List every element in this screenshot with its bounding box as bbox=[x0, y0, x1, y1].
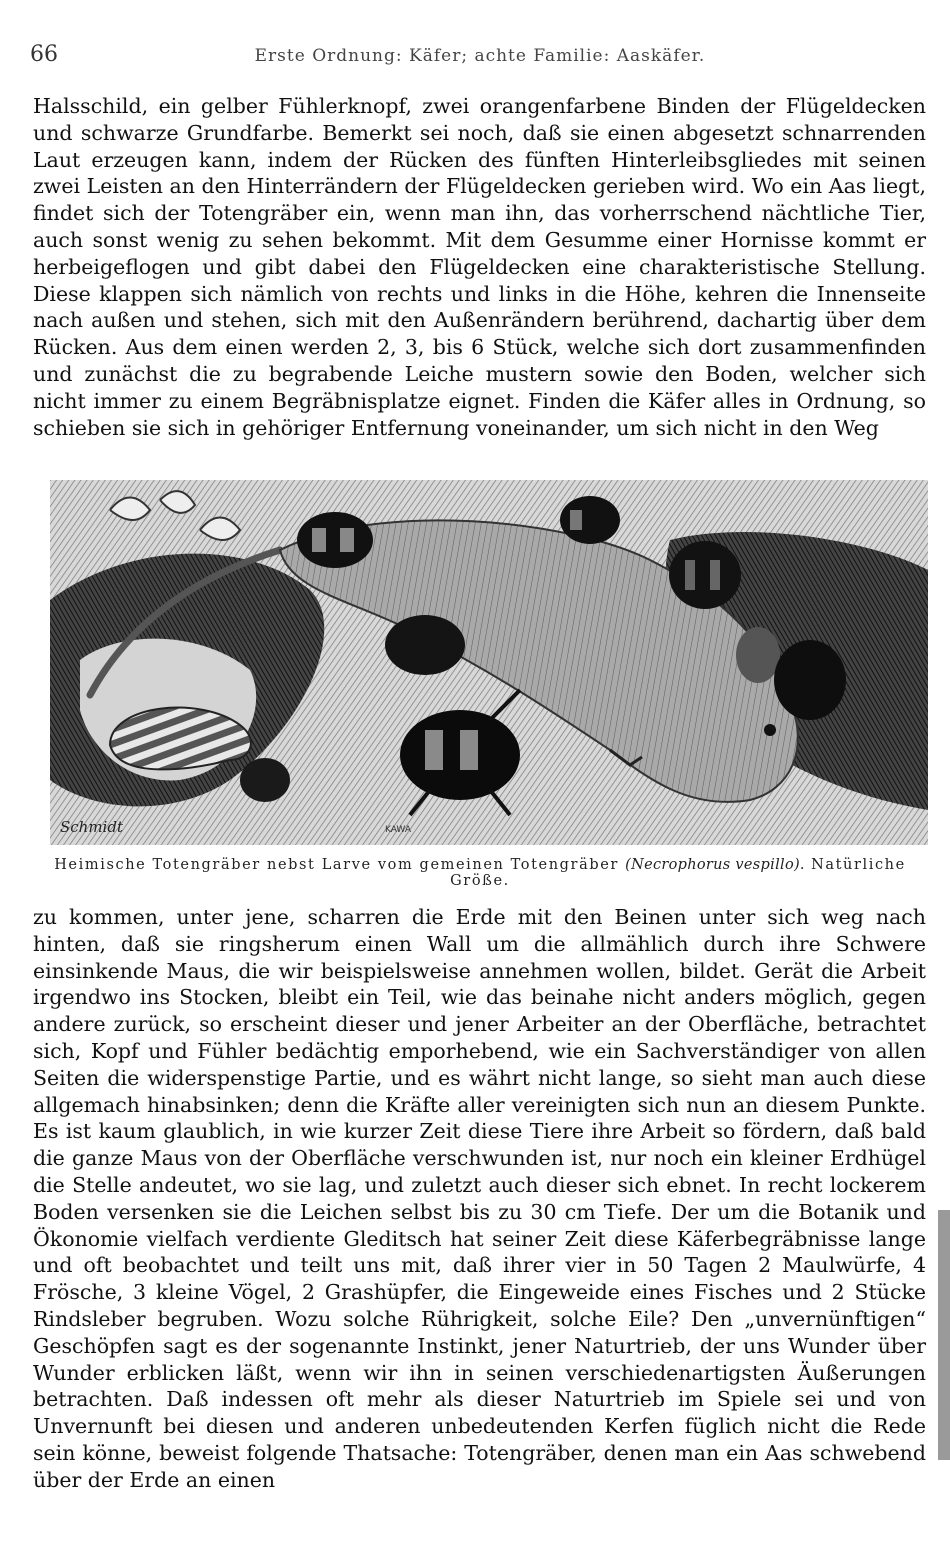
page-edge-shadow bbox=[938, 1210, 950, 1460]
paragraph-top: Halsschild, ein gelber Fühlerknopf, zwei orangenfarbene Binden der Flügeldecken und schwarze Grundfarbe. Bemerkt sei noch, daß sie einen abgesetzt schnarrenden Laut erzeugen kann, indem der Rücken des fünften Hinterleibsgliedes mit seinen zwei Leisten an den Hinterrändern der Flügeldecken gerieben wird. Wo ein Aas liegt, findet sich der Totengräber ein, wenn man ihn, das vorherrschend nächtliche Tier, auch sonst wenig zu sehen bekommt. Mit dem Gesumme einer Hornisse kommt er herbeigeflogen und gibt dabei den Flügeldecken eine charakteristische Stellung. Diese klappen sich nämlich von rechts und links in die Höhe, kehren die Innenseite nach außen und stehen, sich mit den Außenrändern berührend, dachartig über dem Rücken. Aus dem einen werden 2, 3, bis 6 Stück, welche sich dort zusammenfinden und zunächst die zu begrabende Leiche mustern sowie den Boden, welcher sich nicht immer zu einem Begräbnisplatze eignet. Finden die Käfer alles in Ordnung, so schieben sie sich in gehöriger Entfernung voneinander, um sich nicht in den Weg bbox=[33, 94, 926, 440]
beetle-right bbox=[669, 541, 741, 609]
beetle-near-larva bbox=[240, 758, 290, 802]
beetle-top-right bbox=[560, 496, 620, 544]
caption-note: Natürliche Größe. bbox=[450, 857, 906, 889]
illustrator-signature: Schmidt bbox=[60, 818, 123, 836]
caption-main: Heimische Totengräber nebst Larve vom gemeinen Totengräber bbox=[54, 857, 619, 873]
mouse-ear bbox=[736, 627, 780, 683]
paragraph-bottom: zu kommen, unter jene, scharren die Erde mit den Beinen unter sich weg nach hinten, daß sie ringsherum einen Wall um die allmählich durch ihre Schwere einsinkende Maus, die wir beispielsweise annehmen wollen, bildet. Gerät die Arbeit irgendwo ins Stocken, bleibt ein Teil, wie das beinahe nicht anders möglich, gegen andere zurück, so erscheint dieser und jener Arbeiter an der Oberfläche, betrachtet sich, Kopf und Fühler bedächtig emporhebend, wie ein Sachverständiger von allen Seiten die widerspenstige Partie, und es währt nicht lange, so sieht man auch diese allgemach hinabsinken; denn die Kräfte aller vereinigten sich nun an diesem Punkte. Es ist kaum glaublich, in wie kurzer Zeit diese Tiere ihre Arbeit so fördern, daß bald die ganze Maus von der Oberfläche verschwunden ist, nur noch ein kleiner Erdhügel die Stelle andeutet, wo sie lag, und zuletzt auch dieser sich ebnet. In recht lockerem Boden versenken sie die Leichen selbst bis zu 30 cm Tiefe. Der um die Botanik und Ökonomie vielfach verdiente Gleditsch hat seiner Zeit diese Käferbegräbnisse lange und oft beobachtet und teilt uns mit, daß ihrer vier in 50 Tagen 2 Maulwürfe, 4 Frösche, 3 kleine Vögel, 2 Grashüpfer, die Eingeweide eines Fisches und 2 Stücke Rindsleber begruben. Wozu solche Rührigkeit, solche Eile? Den „unvernünftigen“ Geschöpfen sagt es der sogenannte Instinkt, jener Naturtrieb, der uns Wunder über Wunder erblicken läßt, wenn wir ihn in seinen verschiedenartigsten Äußerungen betrachten. Daß indessen oft mehr als dieser Naturtrieb im Spiele sei und von Unvernunft bei diesen und anderen unbedeutenden Kerfen füglich nicht die Rede sein könne, beweist folgende Thatsache: Totengräber, denen man ein Aas schwebend über der Erde an einen bbox=[33, 905, 926, 1492]
beetle-under-mouse bbox=[385, 615, 465, 675]
caption-latin: (Necrophorus vespillo). bbox=[625, 857, 805, 873]
beetle-illustration bbox=[50, 480, 928, 845]
engraver-mark: KAWA bbox=[385, 825, 411, 835]
mouse-eye bbox=[764, 724, 776, 736]
beetle-far-right bbox=[774, 640, 846, 720]
page-header bbox=[30, 42, 930, 72]
beetle-top-left bbox=[297, 512, 373, 568]
figure-caption bbox=[30, 857, 930, 889]
running-title: Erste Ordnung: Käfer; achte Familie: Aaskäfer. bbox=[254, 46, 706, 66]
page-number: 66 bbox=[30, 42, 58, 67]
